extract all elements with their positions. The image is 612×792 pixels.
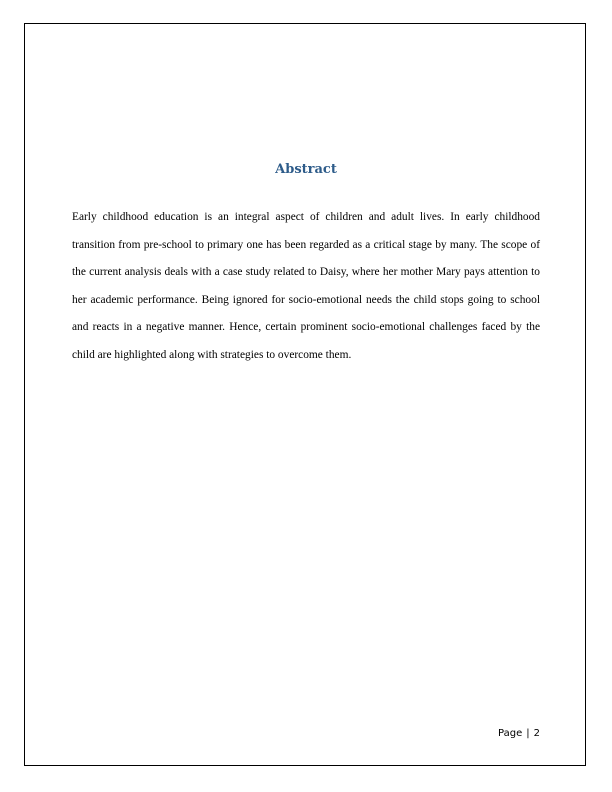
page-border (24, 23, 586, 766)
page-label: Page (498, 728, 523, 739)
abstract-paragraph: Early childhood education is an integral aspect of children and adult lives. In early childhood transition from pre-school to primary one has been regarded as a critical stage by many. The scope of the current analysis deals with a case study related to Daisy, where her mother Mary pays attention to her academic performance. Being ignored for socio-emotional needs the child stops going to school and reacts in a negative manner. Hence, certain prominent socio-emotional challenges faced by the child are highlighted along with strategies to overcome them. (72, 211, 540, 361)
abstract-heading: Abstract (275, 162, 337, 177)
page-footer (498, 728, 540, 739)
page-number: 2 (533, 728, 540, 739)
page-separator: | (526, 728, 530, 739)
